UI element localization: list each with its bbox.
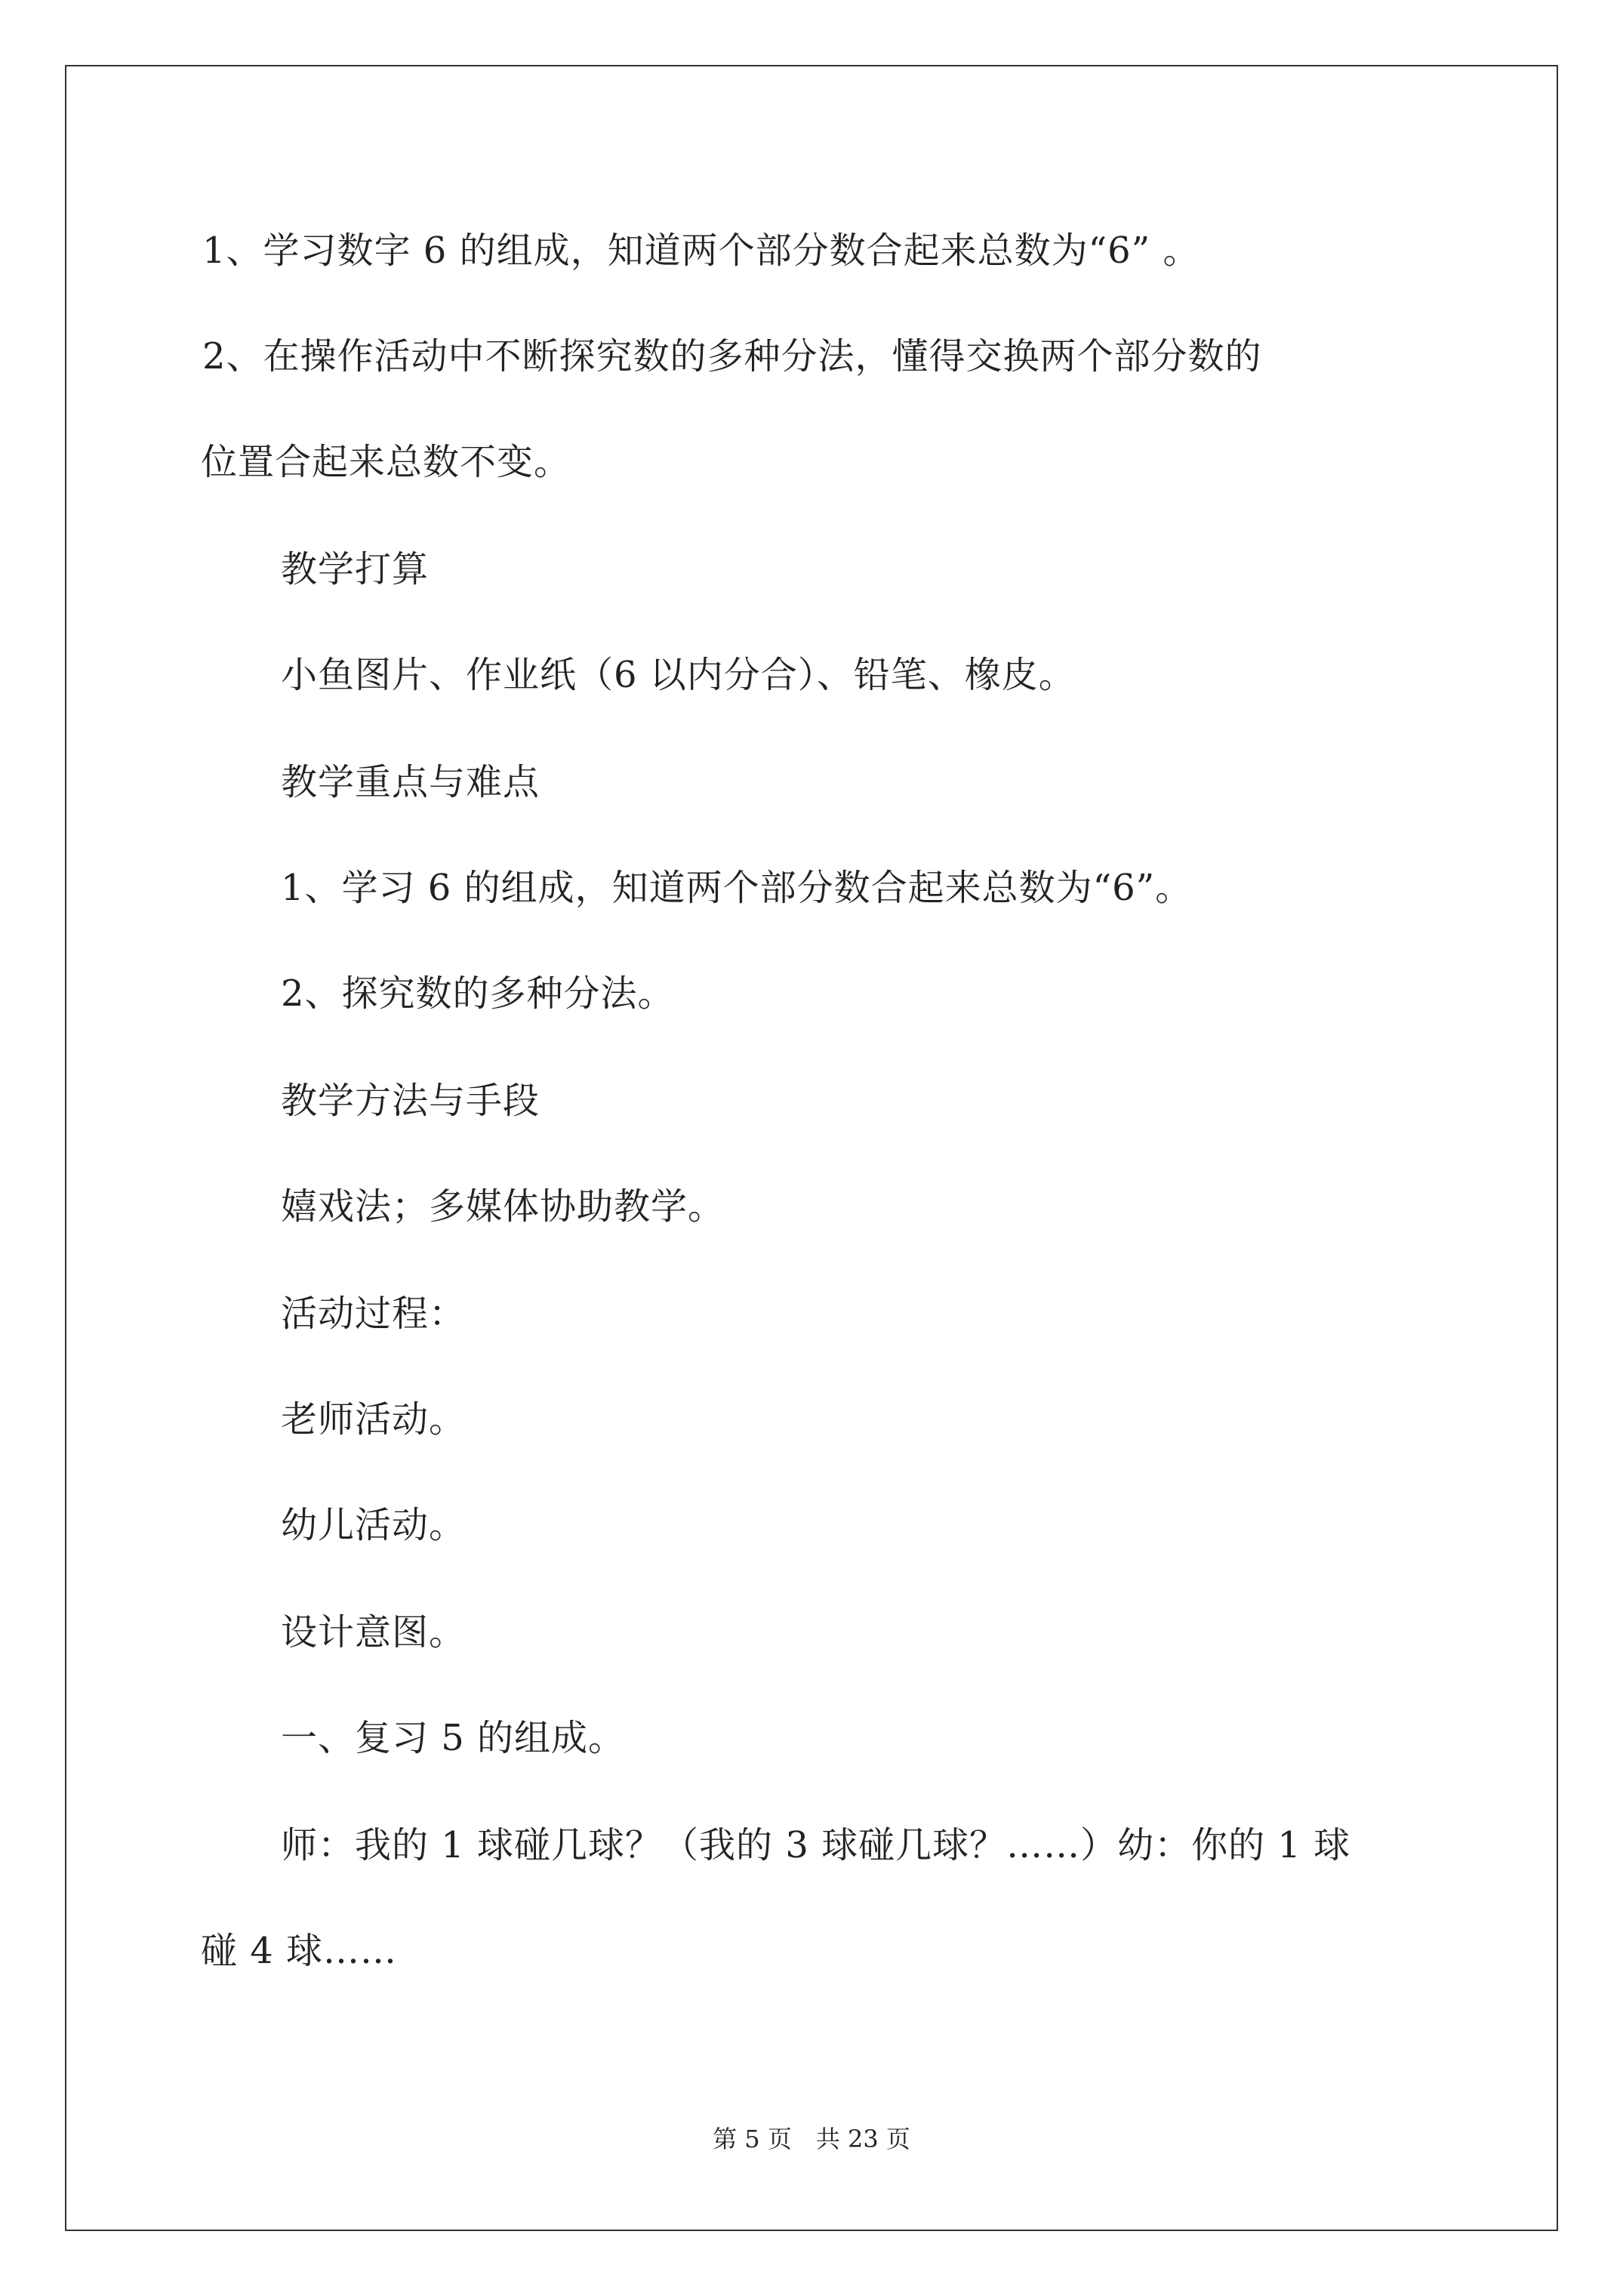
paragraph-key-point-2: 2、探究数的多种分法。 [281,972,675,1015]
heading-preparation: 教学打算 [281,548,430,590]
paragraph-key-point-1: 1、学习 6 的组成，知道两个部分数合起来总数为“6”。 [281,867,1193,909]
heading-methods: 教学方法与手段 [281,1080,540,1122]
page-footer: 第 5 页 共 23 页 [713,2125,910,2153]
paragraph-review-section: 一、复习 5 的组成。 [281,1717,626,1759]
paragraph-dialogue: 师：我的 1 球碰几球？（我的 3 球碰几球？……）幼：你的 1 球 [281,1824,1351,1866]
paragraph-materials: 小鱼图片、作业纸（6 以内分合）、铅笔、橡皮。 [281,654,1076,696]
page-frame [65,65,1558,2231]
paragraph-dialogue-continued: 碰 4 球…… [201,1930,398,1972]
paragraph-goal-2: 2、在操作活动中不断探究数的多种分法，懂得交换两个部分数的 [202,335,1262,378]
paragraph-methods: 嬉戏法；多媒体协助教学。 [281,1185,725,1228]
paragraph-goal-2-continued: 位置合起来总数不变。 [201,441,571,483]
paragraph-design-intent: 设计意图。 [281,1611,467,1653]
heading-process: 活动过程： [281,1293,467,1335]
paragraph-teacher-activity: 老师活动。 [281,1398,467,1441]
heading-key-points: 教学重点与难点 [281,761,540,803]
paragraph-child-activity: 幼儿活动。 [281,1504,467,1546]
paragraph-goal-1: 1、学习数字 6 的组成，知道两个部分数合起来总数为“6” 。 [202,230,1200,272]
